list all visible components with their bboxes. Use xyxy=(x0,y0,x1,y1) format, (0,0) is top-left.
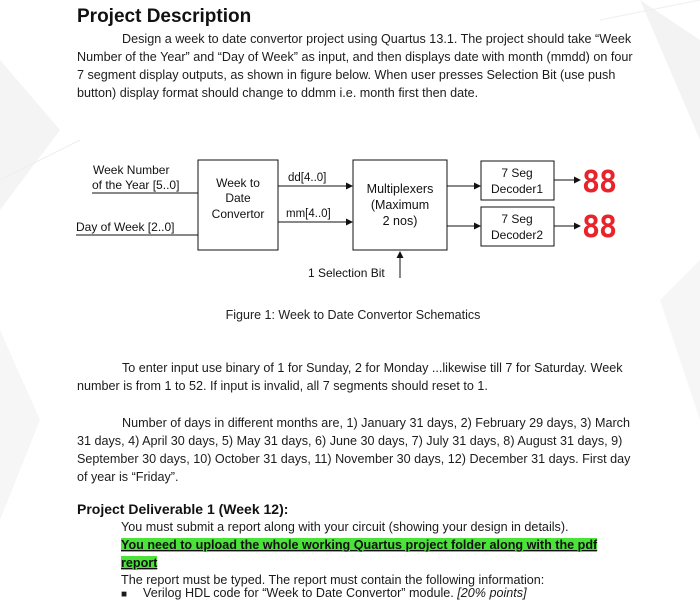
input-day-label: Day of Week [2..0] xyxy=(76,220,175,234)
deliverable-highlight xyxy=(121,536,631,572)
input-rules-text: To enter input use binary of 1 for Sunday, 2 for Monday ...likewise till 7 for Saturday. Week number is from 1 to 52. If input is invalid, all 7 segments should reset to 1. xyxy=(77,361,623,393)
highlight-text-2: report xyxy=(121,556,158,570)
page-title: Project Description xyxy=(77,6,252,27)
converter-label-2: Date xyxy=(225,191,251,205)
decoder2-label-2: Decoder2 xyxy=(490,228,544,242)
seven-segment-display-1 xyxy=(582,165,616,200)
input-week-label-2: of the Year [5..0] xyxy=(92,178,180,192)
schematic-diagram xyxy=(70,155,670,295)
converter-block xyxy=(198,160,278,250)
selection-bit-label: 1 Selection Bit xyxy=(308,266,385,280)
figure-caption-text: Figure 1: Week to Date Convertor Schematics xyxy=(225,308,481,322)
deliverable-line1: You must submit a report along with your circuit (showing your design in details). xyxy=(121,520,569,534)
seven-segment-display-2 xyxy=(582,210,616,245)
figure-caption xyxy=(0,308,700,322)
input-rules-paragraph xyxy=(77,359,633,395)
converter-label-1: Week to xyxy=(216,176,260,190)
mux-label-2: (Maximum xyxy=(370,198,430,212)
mux-label-1: Multiplexers xyxy=(366,182,434,196)
intro-paragraph xyxy=(77,30,633,102)
decoder2-label-1: 7 Seg xyxy=(501,212,533,226)
deliverable-line2: The report must be typed. The report must contain the following information: xyxy=(121,573,545,587)
input-week-label-1: Week Number xyxy=(93,163,170,177)
mux-label-3: 2 nos) xyxy=(382,214,418,228)
deliverable-bullet xyxy=(121,586,527,600)
display2-digits: 88 xyxy=(582,210,617,245)
highlight-text-1: You need to upload the whole working Quartus project folder along with the pdf xyxy=(121,538,598,552)
converter-label-3: Convertor xyxy=(211,207,265,221)
intro-text: Design a week to date convertor project using Quartus 13.1. The project should take “Week Number of the Year” and “Day of Week” as input, and then displays date with month (mmdd) on four 7 segment display outputs, as shown in figure below. When user presses Selection Bit (use push button) display format should change to ddmm i.e. month first then date. xyxy=(77,32,633,100)
bullet-text: Verilog HDL code for “Week to Date Convertor” module. xyxy=(143,586,454,600)
bullet-points: [20% points] xyxy=(457,586,527,600)
decoder1-label-2: Decoder1 xyxy=(490,182,544,196)
month-days-paragraph xyxy=(77,414,633,486)
deliverable-heading: Project Deliverable 1 (Week 12): xyxy=(77,501,289,517)
month-days-text: Number of days in different months are, 1) January 31 days, 2) February 29 days, 3) March 31 days, 4) April 30 days, 5) May 31 days, 6) June 30 days, 7) July 31 days, 8) August 31 days, 9) September 30 days, 10) October 31 days, 11) November 30 days, 12) December 31 days. First day of year is “Friday”. xyxy=(77,416,631,484)
bullet-icon: ■ xyxy=(121,589,128,600)
bus-mm-label: mm[4..0] xyxy=(286,208,331,220)
bus-dd-label: dd[4..0] xyxy=(288,172,327,184)
display1-digits: 88 xyxy=(582,165,617,200)
decoder1-label-1: 7 Seg xyxy=(501,166,533,180)
